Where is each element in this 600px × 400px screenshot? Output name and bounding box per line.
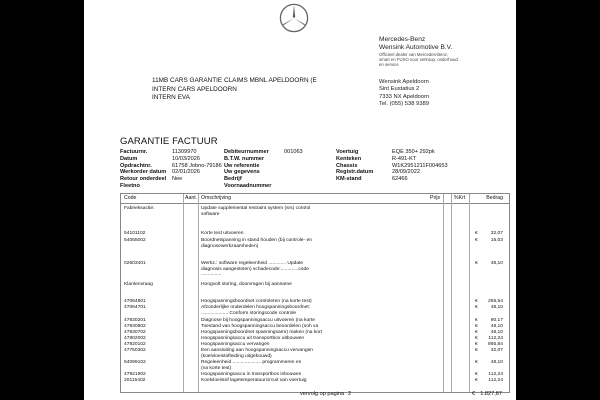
row-currency: € xyxy=(475,348,478,353)
row-code: 47921902 xyxy=(124,372,146,377)
row-description: Regeleenheid ..................... programmeren en xyxy=(201,360,302,365)
footer-page-number: 2 xyxy=(348,391,352,397)
column-divider xyxy=(183,194,184,392)
footer-total: 1.827,87 xyxy=(480,391,502,397)
branch-phone: Tel. (055) 538 9389 xyxy=(379,101,429,108)
row-code: 47930802 xyxy=(124,324,146,329)
mercedes-star-logo-icon xyxy=(279,3,309,33)
row-description: ............... xyxy=(201,272,222,278)
dealer-desc-3: en service xyxy=(379,62,399,67)
row-currency: € xyxy=(475,378,478,383)
footer-continue-text: vervolg op pagina xyxy=(300,391,345,397)
dealer-brand: Mercedes-Benz xyxy=(379,36,426,43)
row-code: 20115402 xyxy=(124,378,146,383)
row-description: Toestand van hoogspanningsaccu beoordelen (soh va xyxy=(201,324,319,329)
row-code: 47920102 xyxy=(124,342,146,347)
row-amount: 865,84 xyxy=(488,342,503,347)
row-currency: € xyxy=(475,238,478,243)
row-amount: 48,10 xyxy=(490,360,503,365)
meta-row: Factuurnr. 11309970 xyxy=(120,149,197,155)
addressee-line-2: INTERN CARS APELDOORN xyxy=(152,85,237,93)
row-description: Diagnose bij hoogspanningsaccu uitvoeren (na korte xyxy=(201,318,315,323)
row-code: 47750302 xyxy=(124,348,146,353)
meta-row: Retour onderdeel Nee xyxy=(120,176,183,183)
row-amount: 112,24 xyxy=(488,378,503,383)
row-amount: 112,24 xyxy=(488,336,503,341)
dealer-desc-1: Officieel dealer van Mercedes-Benz, xyxy=(379,52,449,57)
header-aant: Aant. xyxy=(185,195,198,201)
row-amount: 48,10 xyxy=(490,305,503,310)
meta-row: Kenteken R-491-KT xyxy=(336,155,417,162)
row-amount: 256,54 xyxy=(488,299,503,304)
header-prijs: Prijs xyxy=(430,195,441,201)
row-description: Hoogspanningsaccu in transportbox inbouwen xyxy=(201,372,302,377)
meta-row: Voertuig EQE 350+ 292pk xyxy=(336,149,435,155)
row-description: Hoogspanningsboordnet spanningsarm) maken (na kort xyxy=(201,330,322,335)
branch-city: 7333 NX Apeldoorn xyxy=(379,93,430,100)
row-amount: 48,10 xyxy=(490,324,503,329)
row-currency: € xyxy=(475,330,478,335)
meta-row: Uw gegevens xyxy=(224,169,260,176)
addressee-line-1: 11MB CARS GARANTIE CLAIMS MBNL APELDOORN (E xyxy=(152,77,317,84)
addressee-line-3: INTERN EVA xyxy=(152,94,190,102)
row-code: 47064701 xyxy=(124,305,146,310)
row-currency: € xyxy=(475,342,478,347)
row-description: Hoogspanningsboordnet controleren (na korte test) xyxy=(201,299,312,304)
column-divider xyxy=(198,194,199,392)
row-description: Werkz.: software regeleenheid ............. Update xyxy=(201,261,304,266)
row-description: Hoogvolt storing, doorvragen bij aanname xyxy=(201,282,292,287)
header-code: Code xyxy=(124,195,137,201)
row-code: 54101102 xyxy=(124,231,146,236)
row-code: 47064801 xyxy=(124,299,146,304)
row-currency: € xyxy=(475,318,478,323)
dealer-info xyxy=(379,36,458,67)
row-description: .................... Conform storingscode controle xyxy=(201,310,297,316)
row-description: diagnosewerkzaamheden) xyxy=(201,243,259,249)
row-currency: € xyxy=(475,360,478,365)
row-description: Hoogspanningsaccu uit transportbox uitbouwen xyxy=(201,336,305,341)
row-amount: 32,07 xyxy=(490,231,503,236)
row-description: (na korte test) xyxy=(201,365,232,371)
row-code: 54065002 xyxy=(124,238,146,243)
invoice-page xyxy=(84,0,516,400)
row-code: Fabrieksactie: xyxy=(124,206,155,211)
meta-row: Bedrijf xyxy=(224,176,242,183)
row-description: software xyxy=(201,211,220,217)
row-amount: 48,10 xyxy=(490,330,503,335)
branch-name: Wensink Apeldoorn xyxy=(379,79,429,85)
row-code: 47902002 xyxy=(124,336,146,341)
row-amount: 80,17 xyxy=(490,318,503,323)
invoice-lines-table xyxy=(120,193,510,393)
column-divider xyxy=(451,194,452,392)
row-amount: 112,24 xyxy=(488,372,503,377)
row-currency: € xyxy=(475,305,478,310)
row-description: Een aansluiting aan hoogspanningsaccu vervangen xyxy=(201,348,314,353)
meta-row: Voornaadnummer xyxy=(224,182,272,189)
meta-row: Debiteurnummer 001063 xyxy=(224,149,303,155)
branch-street: Sint Eustatius 2 xyxy=(379,86,420,93)
row-code: 02603401 xyxy=(124,261,146,266)
row-description: Korte test uitvoeren xyxy=(201,231,244,236)
branch-info xyxy=(379,79,429,109)
meta-row: Fleetno xyxy=(120,182,140,189)
row-code: Klantenvraag xyxy=(124,282,153,287)
meta-row: Opdrachtnr. 61758 Jobno-79186 xyxy=(120,162,222,169)
meta-row: Registr.datum 28/09/2022 xyxy=(336,169,420,176)
invoice-meta-column-3 xyxy=(336,149,472,183)
invoice-meta-column-2 xyxy=(224,149,324,190)
row-amount: 48,10 xyxy=(490,261,503,266)
dealer-desc-2: smart en FUSO voor verkoop, onderhoud xyxy=(379,57,458,62)
row-amount: 16,03 xyxy=(490,238,503,243)
row-description: Boordnetspanning in stand houden (bij controle- en xyxy=(201,238,312,243)
meta-row: KM-stand 62466 xyxy=(336,176,408,183)
meta-row: Datum 10/03/2026 xyxy=(120,155,200,162)
row-currency: € xyxy=(475,372,478,377)
meta-row: Chassis W1K2951211F004653 xyxy=(336,162,448,169)
row-description: Hoogspanningsaccu vervangen xyxy=(201,342,270,347)
row-currency: € xyxy=(475,261,478,266)
header-omschrijving: Omschrijving xyxy=(201,195,231,201)
invoice-title: GARANTIE FACTUUR xyxy=(120,136,218,147)
meta-row: B.T.W. nummer xyxy=(224,155,265,162)
row-description: Update supplemental restraint system (srs) control xyxy=(201,206,311,211)
dealer-company: Wensink Automotive B.V. xyxy=(379,44,453,51)
row-currency: € xyxy=(475,231,478,236)
row-code: 54099102 xyxy=(124,360,146,365)
row-currency: € xyxy=(475,324,478,329)
invoice-meta-column-1 xyxy=(120,149,222,190)
row-currency: € xyxy=(475,336,478,341)
row-currency: € xyxy=(475,299,478,304)
footer-currency: € xyxy=(472,391,476,397)
row-description: Afzonderlijke onderdelen hoogspanningsboordnet: xyxy=(201,305,311,310)
meta-row: Werkorder datum 02/01/2026 xyxy=(120,169,200,176)
row-description: (koelvloeistofleiding uitgebouwd) xyxy=(201,353,272,359)
addressee-block xyxy=(152,77,317,103)
row-description: Koelvloeistof lagetemperatuurcircuit van voertuig xyxy=(201,378,307,383)
meta-row: Uw referentie xyxy=(224,162,260,169)
row-code: 47930702 xyxy=(124,330,146,335)
header-bedrag: Bedrag xyxy=(486,195,503,201)
row-code: 47930201 xyxy=(124,318,146,323)
header-kort: %Krt xyxy=(454,195,466,201)
row-amount: 32,07 xyxy=(490,348,503,353)
column-divider xyxy=(443,194,444,392)
row-description: diagnosis aangestoten) schadecode:.............code xyxy=(201,266,309,272)
column-divider xyxy=(469,194,470,392)
